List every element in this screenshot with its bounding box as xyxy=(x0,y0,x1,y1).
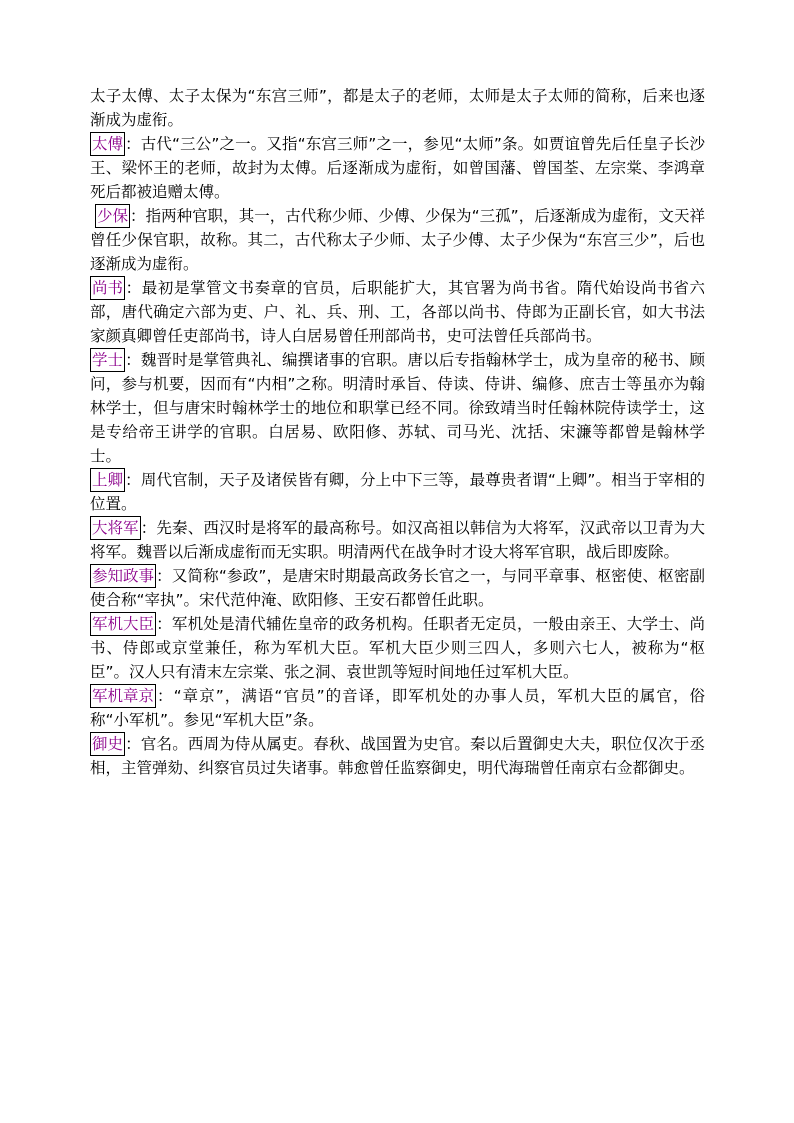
term-box: 军机大臣 xyxy=(90,612,156,636)
entry-xueshi xyxy=(90,348,705,468)
entry-definition: ：“章京”，满语“官员”的音译，即军机处的办事人员，军机大臣的属官，俗称“小军机”。参见“军机大臣”条。 xyxy=(90,687,705,729)
entry-definition: ：军机处是清代辅佐皇帝的政务机构。任职者无定员，一般由亲王、大学士、尚书、侍郎或京堂兼任，称为军机大臣。军机大臣少则三四人，多则六七人，被称为“枢臣”。汉人只有清末左宗棠、张之洞、袁世凯等短时间地任过军机大臣。 xyxy=(90,615,705,681)
entry-definition: ：指两种官职，其一，古代称少师、少傅、少保为“三孤”，后逐渐成为虚衔，文天祥曾任少保官职，故称。其二，古代称太子少师、太子少傅、太子少保为“东宫三少”，后也逐渐成为虚衔。 xyxy=(90,207,705,273)
entry-shangqing xyxy=(90,468,705,516)
entry-yushi xyxy=(90,732,705,780)
entry-definition: ：周代官制，天子及诸侯皆有卿，分上中下三等，最尊贵者谓“上卿”。相当于宰相的位置。 xyxy=(90,471,705,513)
entry-taifu xyxy=(90,132,705,204)
entry-shaobao xyxy=(90,204,705,276)
document-page xyxy=(90,84,705,780)
entry-dajiangjun xyxy=(90,516,705,564)
entry-definition: ：最初是掌管文书奏章的官员，后职能扩大，其官署为尚书省。隋代始设尚书省六部，唐代确定六部为吏、户、礼、兵、刑、工，各部以尚书、侍郎为正副长官，如大书法家颜真卿曾任吏部尚书，诗人白居易曾任刑部尚书，史可法曾任兵部尚书。 xyxy=(90,279,705,345)
intro-paragraph: 太子太傅、太子太保为“东宫三师”，都是太子的老师，太师是太子太师的简称，后来也逐渐成为虚衔。 xyxy=(90,87,705,129)
term-box: 参知政事 xyxy=(90,564,156,588)
entry-junjizhangjing xyxy=(90,684,705,732)
entry-canzhizhengshi xyxy=(90,564,705,612)
term-box: 尚书 xyxy=(90,276,125,300)
term-box: 上卿 xyxy=(90,468,125,492)
entry-definition: ：古代“三公”之一。又指“东宫三师”之一，参见“太师”条。如贾谊曾先后任皇子长沙王、梁怀王的老师，故封为太傅。后逐渐成为虚衔，如曾国藩、曾国荃、左宗棠、李鸿章死后都被追赠太傅。 xyxy=(90,135,705,201)
entry-definition: ：魏晋时是掌管典礼、编撰诸事的官职。唐以后专指翰林学士，成为皇帝的秘书、顾问，参与机要，因而有“内相”之称。明清时承旨、侍读、侍讲、编修、庶吉士等虽亦为翰林学士，但与唐宋时翰林学士的地位和职掌已经不同。徐致靖当时任翰林院侍读学士，这是专给帝王讲学的官职。白居易、欧阳修、苏轼、司马光、沈括、宋濂等都曾是翰林学士。 xyxy=(90,351,705,465)
term-box: 少保 xyxy=(95,204,130,228)
entry-junjidachen xyxy=(90,612,705,684)
term-box: 御史 xyxy=(90,732,125,756)
entry-shangshu xyxy=(90,276,705,348)
term-box: 学士 xyxy=(90,348,125,372)
term-box: 军机章京 xyxy=(90,684,156,708)
entry-definition: ：先秦、西汉时是将军的最高称号。如汉高祖以韩信为大将军，汉武帝以卫青为大将军。魏晋以后渐成虚衔而无实职。明清两代在战争时才设大将军官职，战后即废除。 xyxy=(90,519,705,561)
term-box: 大将军 xyxy=(90,516,141,540)
entry-definition: ：官名。西周为侍从属吏。春秋、战国置为史官。秦以后置御史大夫，职位仅次于丞相，主管弹劾、纠察官员过失诸事。韩愈曾任监察御史，明代海瑞曾任南京右佥都御史。 xyxy=(90,735,705,777)
entry-definition: ：又简称“参政”，是唐宋时期最高政务长官之一，与同平章事、枢密使、枢密副使合称“宰执”。宋代范仲淹、欧阳修、王安石都曾任此职。 xyxy=(90,567,705,609)
term-box: 太傅 xyxy=(90,132,125,156)
